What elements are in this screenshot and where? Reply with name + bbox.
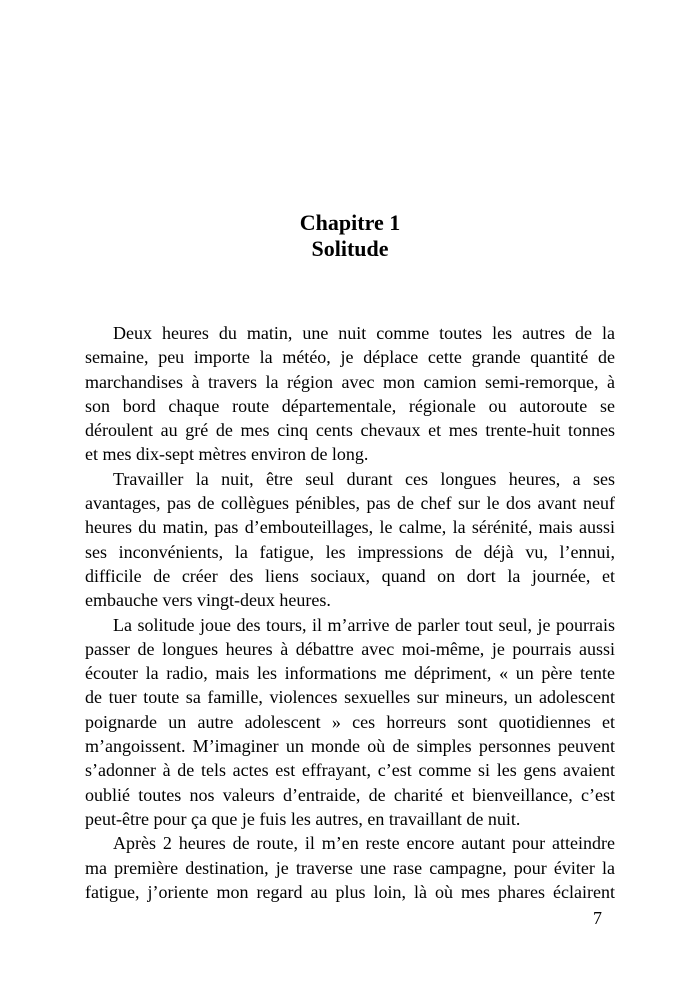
- page-body: [85, 321, 615, 904]
- text-line: La solitude joue des tours, il m’arrive de parler tout seul, je pourrais: [113, 614, 615, 635]
- text-line: semaine, peu importe la météo, je déplace cette grande quantité de: [85, 347, 615, 368]
- text-line: embauche vers vingt-deux heures.: [85, 590, 331, 611]
- text-line: peut-être pour ça que je fuis les autres, en travaillant de nuit.: [85, 808, 521, 829]
- text-line: oublié toutes nos valeurs d’entraide, de charité et bienveillance, c’est: [85, 784, 615, 805]
- text-line: Deux heures du matin, une nuit comme toutes les autres de la: [113, 323, 615, 343]
- chapter-title: Solitude: [311, 235, 389, 261]
- chapter-heading: [0, 210, 700, 262]
- paragraph: [85, 831, 615, 904]
- text-line: déroulent au gré de mes cinq cents chevaux et mes trente-huit tonnes: [85, 420, 615, 441]
- text-line: écouter la radio, mais les informations me dépriment, « un père tente: [85, 663, 615, 684]
- text-line: fatigue, j’oriente mon regard au plus loin, là où mes phares éclairent: [85, 881, 615, 902]
- text-line: ses inconvénients, la fatigue, les impressions de déjà vu, l’ennui,: [85, 541, 615, 562]
- text-line: ma première destination, je traverse une rase campagne, pour éviter la: [85, 857, 615, 878]
- text-line: m’angoissent. M’imaginer un monde où de simples personnes peuvent: [85, 736, 615, 757]
- text-line: passer de longues heures à débattre avec moi-même, je pourrais aussi: [85, 638, 615, 659]
- text-line: poignarde un autre adolescent » ces horreurs sont quotidiennes et: [85, 711, 615, 732]
- text-line: s’adonner à de tels actes est effrayant, c’est comme si les gens avaient: [85, 760, 615, 781]
- chapter-number: Chapitre 1: [299, 209, 401, 235]
- text-line: et mes dix-sept mètres environ de long.: [85, 444, 369, 465]
- page-number: 7: [593, 908, 602, 928]
- text-line: de tuer toute sa famille, violences sexuelles sur mineurs, un adolescent: [85, 687, 615, 708]
- paragraph: [85, 613, 615, 832]
- text-line: son bord chaque route départementale, régionale ou autoroute se: [85, 395, 615, 416]
- text-line: avantages, pas de collègues pénibles, pas de chef sur le dos avant neuf: [85, 493, 615, 514]
- text-line: difficile de créer des liens sociaux, quand on dort la journée, et: [85, 565, 615, 586]
- text-line: marchandises à travers la région avec mon camion semi-remorque, à: [85, 371, 615, 392]
- text-line: Après 2 heures de route, il m’en reste encore autant pour atteindre: [113, 833, 615, 854]
- text-line: heures du matin, pas d’embouteillages, le calme, la sérénité, mais aussi: [85, 517, 615, 538]
- text-line: Travailler la nuit, être seul durant ces longues heures, a ses: [113, 468, 615, 489]
- paragraph: [85, 321, 615, 467]
- paragraph: [85, 467, 615, 613]
